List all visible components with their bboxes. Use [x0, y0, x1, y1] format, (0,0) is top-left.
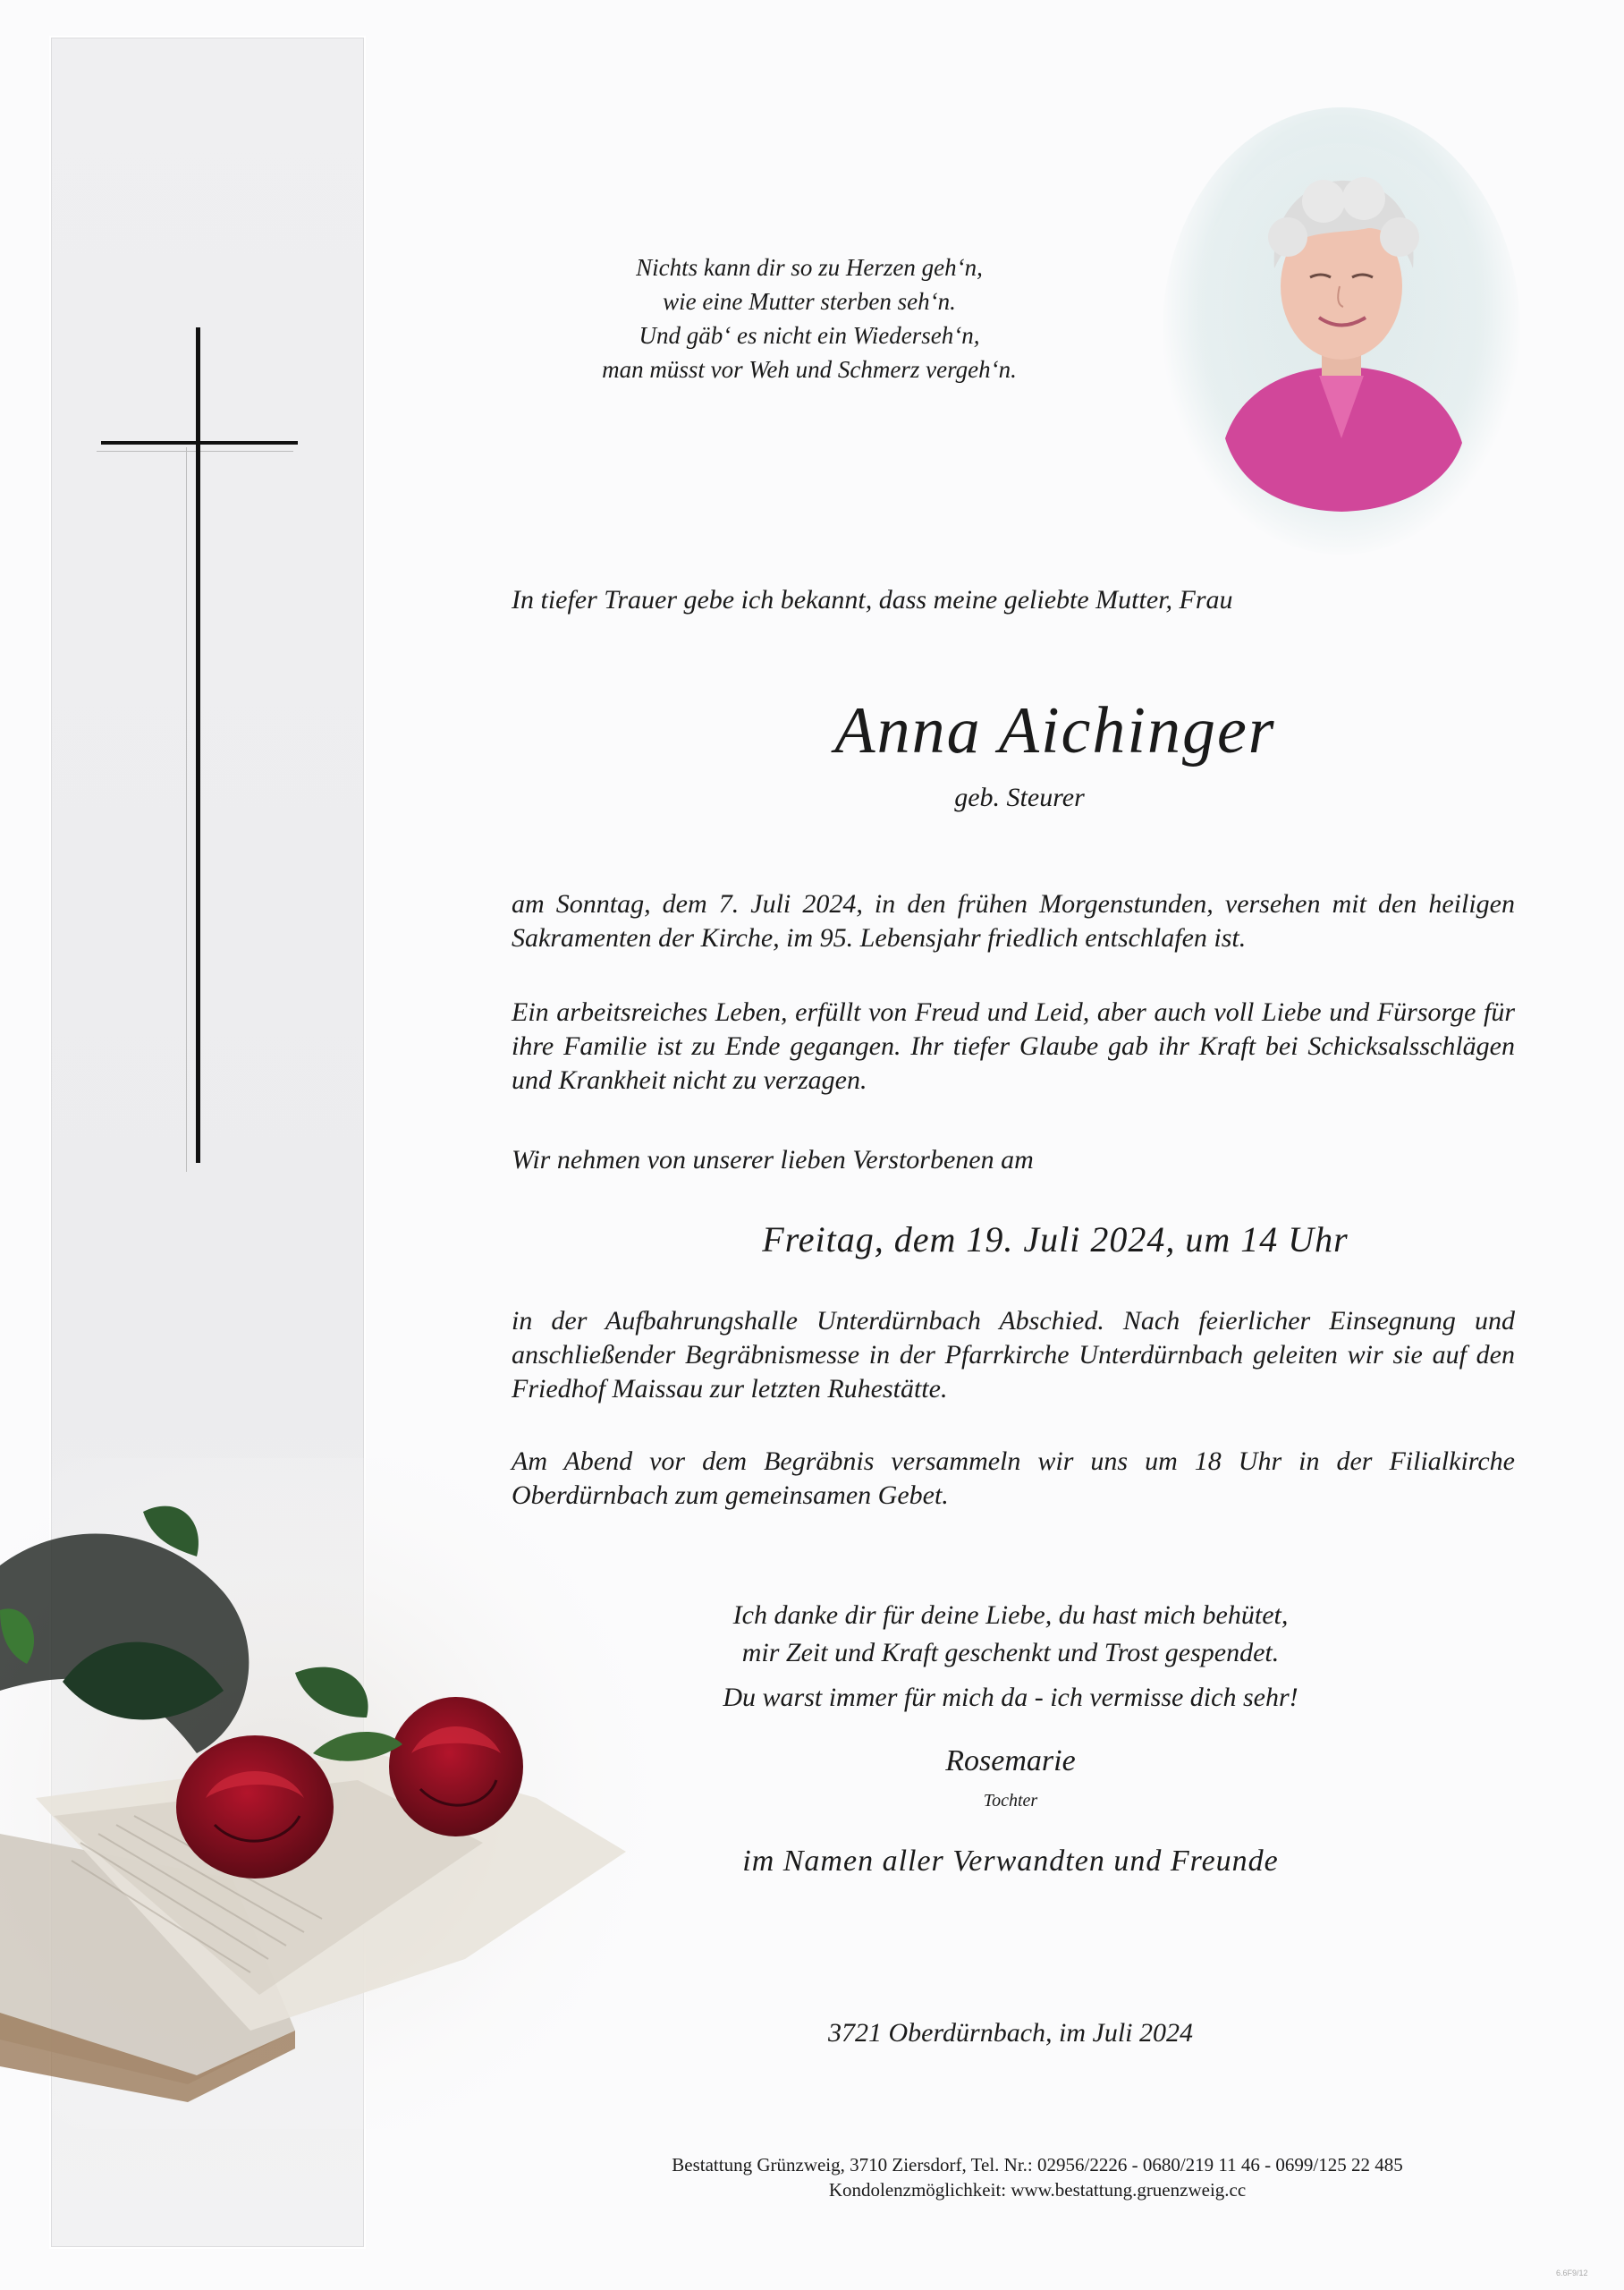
on-behalf-line: im Namen aller Verwandten und Freunde [742, 1845, 1279, 1878]
closing-poem [626, 1597, 1395, 1717]
funeral-details: in der Aufbahrungshalle Unterdürnbach Abschied. Nach feierlicher Einsegnung und anschließender Begräbnismesse in der Pfarrkirche Unterdürnbach geleiten wir sie auf den Friedhof Maissau zur letzten Ruhestätte. [512, 1306, 1515, 1404]
poem-line: wie eine Mutter sterben seh‘n. [663, 288, 956, 315]
poem-line: man müsst vor Weh und Schmerz vergeh‘n. [602, 356, 1017, 383]
cross-horizontal-bar [101, 441, 298, 445]
signer-relation: Tochter [983, 1791, 1038, 1811]
poem-line: Und gäb‘ es nicht ein Wiederseh‘n, [639, 322, 980, 349]
signer-name: Rosemarie [945, 1744, 1076, 1777]
prayer-details: Am Abend vor dem Begräbnis versammeln wir uns um 18 Uhr in der Filialkirche Oberdürnbach zum gemeinsamen Gebet. [512, 1446, 1515, 1510]
deceased-name: Anna Aichinger [834, 694, 1276, 768]
life-paragraph: Ein arbeitsreiches Leben, erfüllt von Freud und Leid, aber auch voll Liebe und Fürsorge für ihre Familie ist zu Ende gegangen. Ihr tiefer Glaube gab ihr Kraft bei Schicksalsschlägen und Krankheit nicht zu verzagen. [512, 997, 1515, 1095]
closing-line: Ich danke dir für deine Liebe, du hast mich behütet, [732, 1600, 1289, 1630]
print-code: 6.6F9/12 [1556, 2269, 1588, 2277]
maiden-name: geb. Steurer [954, 783, 1085, 812]
place-and-date: 3721 Oberdürnbach, im Juli 2024 [827, 2018, 1194, 2048]
portrait-photo-frame [1163, 107, 1520, 555]
closing-line: Du warst immer für mich da - ich vermisse dich sehr! [723, 1683, 1298, 1712]
poem-line: Nichts kann dir so zu Herzen geh‘n, [636, 254, 983, 281]
funeral-home-footer [501, 2152, 1574, 2202]
funeral-date: Freitag, dem 19. Juli 2024, um 14 Uhr [762, 1219, 1349, 1260]
roses-on-book-image [0, 1458, 698, 2129]
closing-line: mir Zeit und Kraft geschenkt und Trost gespendet. [741, 1638, 1280, 1667]
announcement-intro: In tiefer Trauer gebe ich bekannt, dass meine geliebte Mutter, Frau [512, 585, 1233, 615]
cross-shadow-horizontal [97, 451, 293, 452]
cross-vertical-bar [196, 327, 200, 1163]
footer-condolence: Kondolenzmöglichkeit: www.bestattung.gruenzweig.cc [828, 2179, 1247, 2201]
cross-shadow-vertical [186, 447, 187, 1172]
footer-contact: Bestattung Grünzweig, 3710 Ziersdorf, Tel. Nr.: 02956/2226 - 0680/219 11 46 - 0699/125 22 485 [672, 2154, 1403, 2176]
portrait-photo [1189, 143, 1493, 519]
top-poem [519, 250, 1100, 386]
farewell-intro: Wir nehmen von unserer lieben Verstorbenen am [512, 1145, 1034, 1175]
death-paragraph: am Sonntag, dem 7. Juli 2024, in den frühen Morgenstunden, versehen mit den heiligen Sakramenten der Kirche, im 95. Lebensjahr friedlich entschlafen ist. [512, 889, 1515, 953]
